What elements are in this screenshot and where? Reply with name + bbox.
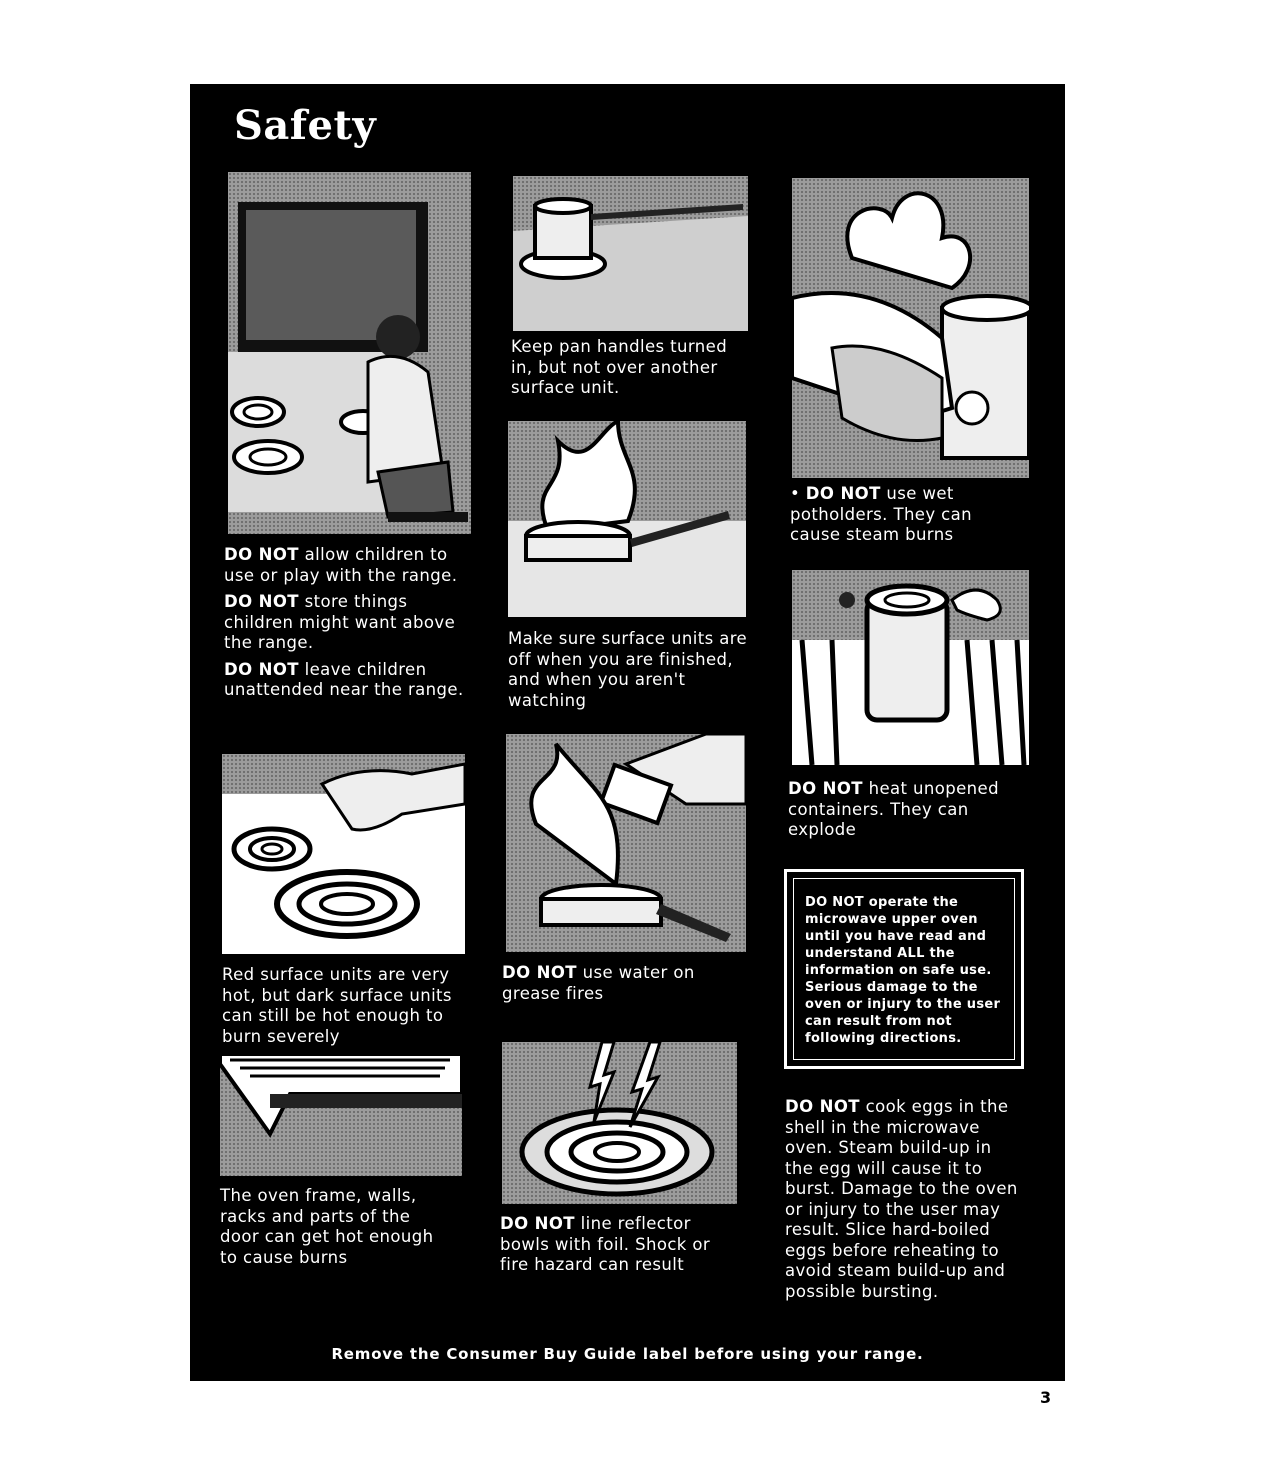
- unopened-container-illustration: [792, 570, 1029, 765]
- reflector-foil-illustration: [502, 1042, 737, 1204]
- oven-frame-illustration: [220, 1054, 462, 1176]
- children-rule-3: DO NOT leave children unattended near the range.: [224, 659, 464, 699]
- hand-over-surface-units-illustration: [222, 754, 465, 954]
- children-caption: [224, 545, 464, 701]
- wet-potholder-illustration: [792, 178, 1029, 478]
- children-rule-1: DO NOT allow children to use or play with the range.: [224, 545, 458, 585]
- grease-fire-illustration: [506, 734, 746, 952]
- safety-panel: [190, 84, 1065, 1381]
- eggs-caption: DO NOT cook eggs in the shell in the microwave oven. Steam build-up in the egg will cause it to burst. Damage to the oven or injury to the user may result. Slice hard-boiled eggs before reheating to avoid steam build-up and possible bursting.: [785, 1097, 1018, 1301]
- flaming-pan-illustration: [508, 421, 746, 617]
- footer-note: Remove the Consumer Buy Guide label before using your range.: [331, 1345, 924, 1363]
- bullet: •: [790, 484, 806, 503]
- foil-caption: DO NOT line reflector bowls with foil. Shock or fire hazard can result: [500, 1214, 711, 1274]
- page-number: 3: [1040, 1388, 1052, 1407]
- units-off-caption: Make sure surface units are off when you are finished, and when you aren't watching: [508, 629, 748, 710]
- surface-units-caption: Red surface units are very hot, but dark surface units can still be hot enough to burn severely: [222, 965, 452, 1046]
- page-title: Safety: [234, 102, 377, 149]
- warning-text: DO NOT operate the microwave upper oven until you have read and understand ALL the information on safe use. Serious damage to the oven or injury to the user can result from not following directions.: [805, 895, 1001, 1046]
- pan-handle-caption: Keep pan handles turned in, but not over another surface unit.: [511, 337, 728, 397]
- children-rule-2: DO NOT store things children might want above the range.: [224, 592, 456, 652]
- oven-frame-caption: The oven frame, walls, racks and parts of the door can get hot enough to cause burns: [220, 1186, 434, 1267]
- pan-handle-illustration: [513, 176, 748, 331]
- grease-fire-caption: DO NOT use water on grease fires: [502, 963, 695, 1003]
- potholder-caption: • DO NOT use wet potholders. They can cause steam burns: [790, 484, 973, 544]
- child-at-range-illustration: [228, 172, 471, 534]
- microwave-warning-box: [784, 869, 1024, 1069]
- containers-caption: DO NOT heat unopened containers. They can explode: [788, 779, 999, 839]
